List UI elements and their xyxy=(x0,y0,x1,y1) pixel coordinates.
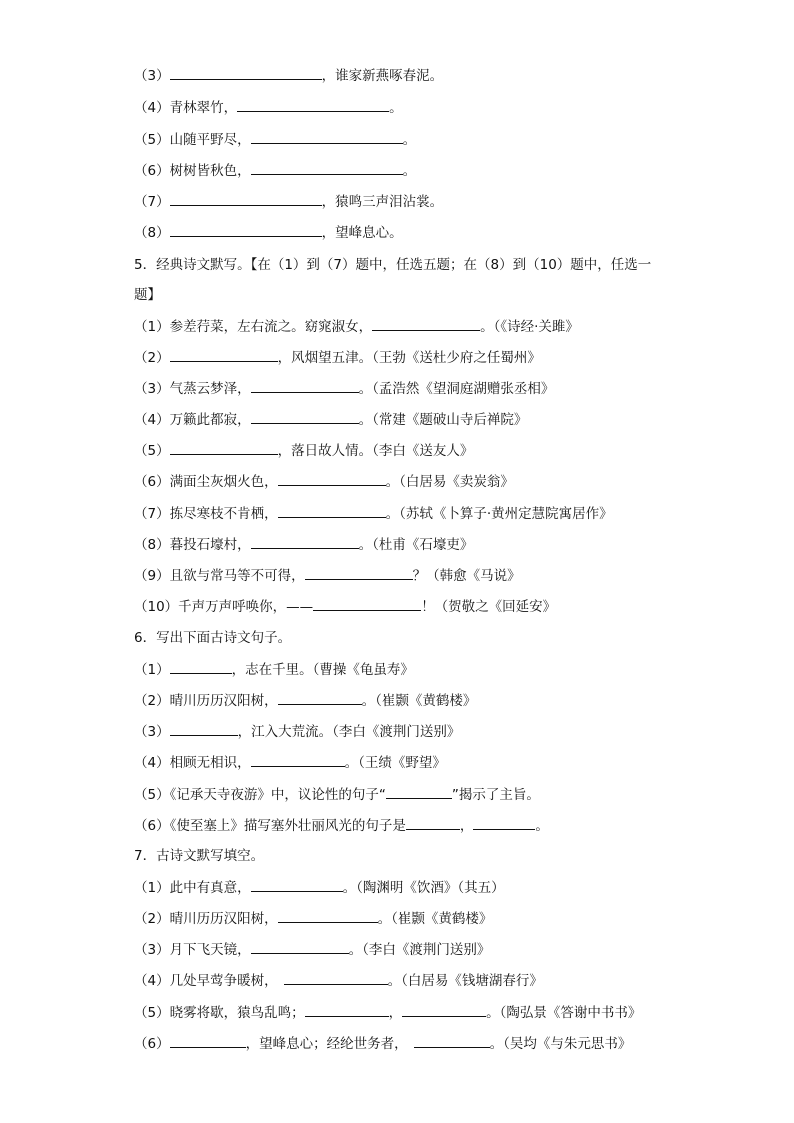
item-text: （4）几处早莺争暖树， xyxy=(134,973,278,989)
item-text: （5）晓雾将歇，猿鸟乱鸣； xyxy=(134,1005,305,1021)
item-1 xyxy=(134,659,674,679)
item-text: （4）相顾无相识， xyxy=(134,755,251,771)
item-text: （3）气蒸云梦泽， xyxy=(134,381,251,397)
item-7 xyxy=(134,503,674,523)
item-text: 。（吴均《与朱元思书》 xyxy=(489,1036,632,1052)
item-text: ，落日故人情。（李白《送友人》 xyxy=(277,443,474,459)
answer-blank[interactable] xyxy=(414,1033,490,1048)
answer-blank[interactable] xyxy=(170,721,238,736)
answer-blank[interactable] xyxy=(237,97,389,112)
item-text: （2） xyxy=(134,350,170,366)
item-text: （1）此中有真意， xyxy=(134,880,251,896)
item-text: 。（崔颢《黄鹤楼》 xyxy=(377,911,493,927)
item-text: （10）千声万声呼唤你，—— xyxy=(134,599,314,615)
item-5 xyxy=(134,129,674,149)
item-text: （4）青林翠竹， xyxy=(134,100,238,116)
answer-blank[interactable] xyxy=(313,596,421,611)
answer-blank[interactable] xyxy=(278,690,362,705)
item-2 xyxy=(134,347,674,367)
item-text: ，猿鸣三声泪沾裳。 xyxy=(321,194,444,210)
item-text: 。（王绩《野望》 xyxy=(344,755,446,771)
item-6 xyxy=(134,471,674,491)
item-text: 。 xyxy=(402,132,417,148)
answer-blank[interactable] xyxy=(473,815,535,830)
answer-blank[interactable] xyxy=(406,815,460,830)
item-text: （3） xyxy=(134,68,170,84)
item-text: （2）晴川历历汉阳树， xyxy=(134,911,278,927)
answer-blank[interactable] xyxy=(251,378,359,393)
answer-blank[interactable] xyxy=(251,939,349,954)
item-text: （4）万籁此都寂， xyxy=(134,412,251,428)
item-text: （9）且欲与常马等不可得， xyxy=(134,568,305,584)
item-text: ， xyxy=(459,818,474,834)
item-7 xyxy=(134,191,674,211)
item-4 xyxy=(134,752,674,772)
question-7-heading: 7．古诗文默写填空。 xyxy=(134,848,265,864)
item-text: ，望峰息心；经纶世务者， xyxy=(245,1036,408,1052)
item-text: 。（苏轼《卜算子·黄州定慧院寓居作》 xyxy=(385,506,613,522)
answer-blank[interactable] xyxy=(251,752,345,767)
item-text: ，谁家新燕啄春泥。 xyxy=(321,68,444,84)
answer-blank[interactable] xyxy=(251,129,403,144)
item-text: （8）暮投石壕村， xyxy=(134,537,251,553)
item-text: 。（李白《渡荆门送别》 xyxy=(348,942,491,958)
item-text: ！（贺敬之《回延安》 xyxy=(421,599,557,615)
question-6-heading: 6．写出下面古诗文句子。 xyxy=(134,630,292,646)
answer-blank[interactable] xyxy=(170,65,322,80)
answer-blank[interactable] xyxy=(402,1002,486,1017)
item-5 xyxy=(134,784,674,804)
item-text: ？（韩愈《马说》 xyxy=(412,568,521,584)
item-text: ，望峰息心。 xyxy=(321,225,403,241)
item-text: ，志在千里。（曹操《龟虽寿》 xyxy=(231,662,414,678)
item-8 xyxy=(134,222,674,242)
item-4 xyxy=(134,409,674,429)
item-3 xyxy=(134,65,674,85)
item-5 xyxy=(134,1002,674,1022)
answer-blank[interactable] xyxy=(386,784,452,799)
item-text: 。（陶弘景《答谢中书书》 xyxy=(486,1005,642,1021)
item-2 xyxy=(134,908,674,928)
item-text: （5）山随平野尽， xyxy=(134,132,251,148)
answer-blank[interactable] xyxy=(278,471,386,486)
answer-blank[interactable] xyxy=(305,565,413,580)
item-text: （5） xyxy=(134,443,170,459)
item-text: （7）拣尽寒枝不肯栖， xyxy=(134,506,278,522)
item-text: 。（白居易《卖炭翁》 xyxy=(385,474,514,490)
item-text: 。 xyxy=(402,163,417,179)
item-text: 。（常建《题破山寺后禅院》 xyxy=(358,412,528,428)
answer-blank[interactable] xyxy=(170,222,322,237)
item-text: （6） xyxy=(134,1036,170,1052)
answer-blank[interactable] xyxy=(170,191,322,206)
item-text: （6）《使至塞上》描写塞外壮丽风光的句子是 xyxy=(134,818,406,834)
item-text: （1） xyxy=(134,662,170,678)
item-10 xyxy=(134,596,674,616)
answer-blank[interactable] xyxy=(170,1033,246,1048)
answer-blank[interactable] xyxy=(278,908,378,923)
answer-blank[interactable] xyxy=(170,347,278,362)
item-text: 。 xyxy=(535,818,549,834)
item-3 xyxy=(134,721,674,741)
item-1 xyxy=(134,316,674,336)
answer-blank[interactable] xyxy=(278,503,386,518)
answer-blank[interactable] xyxy=(170,440,278,455)
item-text: 。（白居易《钱塘湖春行》 xyxy=(387,973,543,989)
item-text: （3）月下飞天镜， xyxy=(134,942,251,958)
item-text: 。（杜甫《石壕吏》 xyxy=(358,537,474,553)
item-3 xyxy=(134,378,674,398)
item-text: （2）晴川历历汉阳树， xyxy=(134,693,278,709)
item-text: 。（孟浩然《望洞庭湖赠张丞相》 xyxy=(358,381,555,397)
item-text: ，江入大荒流。（李白《渡荆门送别》 xyxy=(237,724,461,740)
answer-blank[interactable] xyxy=(251,160,403,175)
item-2 xyxy=(134,690,674,710)
item-text: 。（《诗经·关雎》 xyxy=(480,319,579,335)
item-text: 。 xyxy=(389,100,403,116)
answer-blank[interactable] xyxy=(372,316,480,331)
item-4 xyxy=(134,970,674,990)
item-4 xyxy=(134,97,674,117)
item-text: 。（崔颢《黄鹤楼》 xyxy=(361,693,477,709)
item-text: （8） xyxy=(134,225,170,241)
item-text: ，风烟望五津。（王勃《送杜少府之任蜀州》 xyxy=(277,350,541,366)
item-6 xyxy=(134,1033,674,1053)
item-text: （1）参差荇菜，左右流之。窈窕淑女， xyxy=(134,319,373,335)
item-9 xyxy=(134,565,674,585)
question-5-heading: 5．经典诗文默写。【在（1）到（7）题中，任选五题；在（8）到（10）题中，任选一 xyxy=(134,257,652,273)
answer-blank[interactable] xyxy=(251,877,343,892)
answer-blank[interactable] xyxy=(284,970,388,985)
answer-blank[interactable] xyxy=(251,534,359,549)
item-5 xyxy=(134,440,674,460)
item-6 xyxy=(134,160,674,180)
item-text: （5）《记承天寺夜游》中，议论性的句子“ xyxy=(134,787,386,803)
item-text: ”揭示了主旨。 xyxy=(451,787,540,803)
question-5-heading-cont: 题】 xyxy=(134,287,161,303)
item-8 xyxy=(134,534,674,554)
item-text: （6）树树皆秋色， xyxy=(134,163,251,179)
item-1 xyxy=(134,877,674,897)
answer-blank[interactable] xyxy=(170,659,232,674)
item-text: （3） xyxy=(134,724,170,740)
item-text: 。（陶渊明《饮酒》（其五） xyxy=(342,880,505,896)
answer-blank[interactable] xyxy=(251,409,359,424)
item-3 xyxy=(134,939,674,959)
answer-blank[interactable] xyxy=(305,1002,389,1017)
item-text: （7） xyxy=(134,194,170,210)
item-6 xyxy=(134,815,674,835)
item-text: （6）满面尘灰烟火色， xyxy=(134,474,278,490)
item-text: ， xyxy=(388,1005,403,1021)
